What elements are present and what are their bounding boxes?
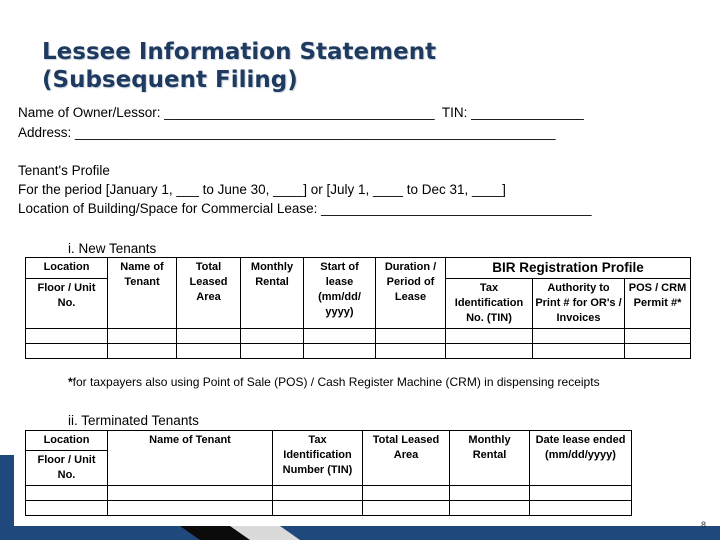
table-cell[interactable] xyxy=(304,329,376,344)
table-header-row xyxy=(26,258,691,279)
header-cell: Floor / Unit No. xyxy=(26,451,108,486)
table-header-row xyxy=(26,431,632,451)
table-row xyxy=(26,486,632,501)
table-cell[interactable] xyxy=(26,501,108,516)
table-cell[interactable] xyxy=(530,486,632,501)
header-cell: Name of Tenant xyxy=(108,431,273,486)
table-cell[interactable] xyxy=(533,344,625,359)
slide-frame-bottom xyxy=(0,526,720,540)
table-cell[interactable] xyxy=(533,329,625,344)
table-cell[interactable] xyxy=(241,344,304,359)
table-cell[interactable] xyxy=(26,344,108,359)
table-cell[interactable] xyxy=(273,486,363,501)
table-cell[interactable] xyxy=(376,344,446,359)
header-cell: Floor / Unit No. xyxy=(26,279,108,329)
table-cell[interactable] xyxy=(530,501,632,516)
footnote xyxy=(68,375,600,390)
table-cell[interactable] xyxy=(26,486,108,501)
terminated-tenants-table xyxy=(25,430,632,516)
header-cell: Duration / Period of Lease xyxy=(376,258,446,329)
table-cell[interactable] xyxy=(108,329,177,344)
table-cell[interactable] xyxy=(177,344,241,359)
table-cell[interactable] xyxy=(446,329,533,344)
header-cell: Location xyxy=(26,258,108,279)
header-cell: POS / CRM Permit #* xyxy=(625,279,691,329)
header-cell: Start of lease (mm/dd/ yyyy) xyxy=(304,258,376,329)
footnote-star: * xyxy=(68,375,73,389)
header-cell: Total Leased Area xyxy=(177,258,241,329)
table-row xyxy=(26,344,691,359)
owner-name-line: Name of Owner/Lessor: ____________________________________ TIN: _______________ xyxy=(18,105,584,120)
location-line: Location of Building/Space for Commercial Lease: ____________________________________ xyxy=(18,201,592,216)
header-cell: Name of Tenant xyxy=(108,258,177,329)
footnote-text: for taxpayers also using Point of Sale (POS) / Cash Register Machine (CRM) in dispensing receipts xyxy=(72,375,600,389)
table-cell[interactable] xyxy=(625,329,691,344)
slide-title-line1: Lessee Information Statement xyxy=(42,39,437,65)
table-cell[interactable] xyxy=(450,486,530,501)
table-cell[interactable] xyxy=(177,329,241,344)
table-cell[interactable] xyxy=(446,344,533,359)
slide-title-line2: (Subsequent Filing) xyxy=(42,67,298,93)
period-line: For the period [January 1, ___ to June 30, ____] or [July 1, ____ to Dec 31, ____] xyxy=(18,182,506,197)
table-cell[interactable] xyxy=(625,344,691,359)
header-cell: Monthly Rental xyxy=(450,431,530,486)
table-row xyxy=(26,501,632,516)
header-cell: Date lease ended (mm/dd/yyyy) xyxy=(530,431,632,486)
owner-address-line: Address: ________________________________________________________________ xyxy=(18,125,556,140)
header-cell: BIR Registration Profile xyxy=(446,258,691,279)
table-cell[interactable] xyxy=(26,329,108,344)
header-cell: Location xyxy=(26,431,108,451)
table-cell[interactable] xyxy=(363,486,450,501)
new-tenants-table xyxy=(25,257,691,359)
header-cell: Monthly Rental xyxy=(241,258,304,329)
header-cell: Authority to Print # for OR's / Invoices xyxy=(533,279,625,329)
table-cell[interactable] xyxy=(108,486,273,501)
table-row xyxy=(26,329,691,344)
terminated-tenants-heading: ii. Terminated Tenants xyxy=(68,413,199,428)
header-cell: Tax Identification Number (TIN) xyxy=(273,431,363,486)
table-cell[interactable] xyxy=(108,501,273,516)
header-cell: Tax Identification No. (TIN) xyxy=(446,279,533,329)
tenant-profile-heading: Tenant's Profile xyxy=(18,163,110,178)
table-cell[interactable] xyxy=(304,344,376,359)
table-cell[interactable] xyxy=(108,344,177,359)
new-tenants-heading: i. New Tenants xyxy=(68,241,157,256)
table-cell[interactable] xyxy=(376,329,446,344)
table-cell[interactable] xyxy=(241,329,304,344)
table-cell[interactable] xyxy=(273,501,363,516)
table-cell[interactable] xyxy=(363,501,450,516)
table-cell[interactable] xyxy=(450,501,530,516)
slide-title xyxy=(42,38,436,94)
page-number: 8 xyxy=(700,520,706,530)
header-cell: Total Leased Area xyxy=(363,431,450,486)
